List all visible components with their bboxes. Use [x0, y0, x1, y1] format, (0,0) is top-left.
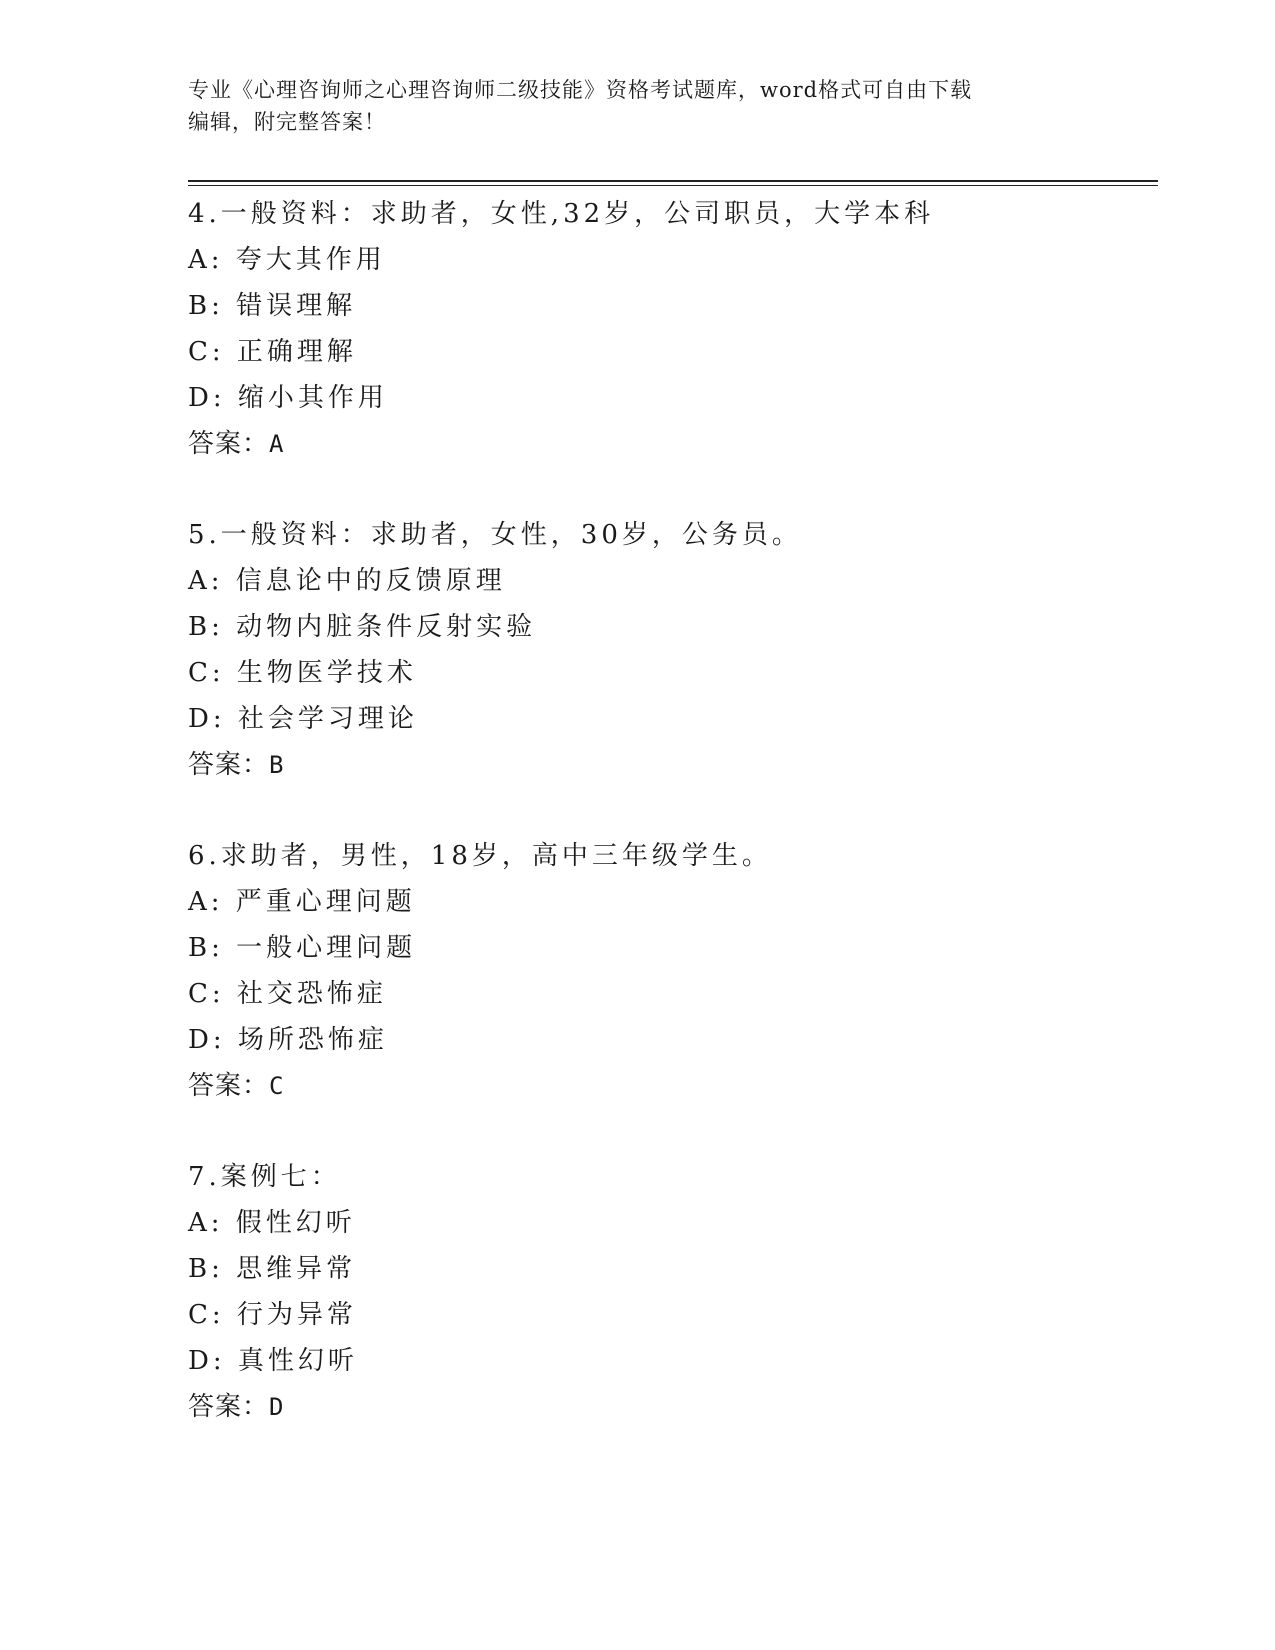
header-line-1: 专业《心理咨询师之心理咨询师二级技能》资格考试题库，word格式可自由下载	[188, 78, 973, 102]
option-a: A: 信息论中的反馈原理	[188, 566, 506, 596]
answer-value: A	[269, 430, 285, 458]
option-c: C: 生物医学技术	[188, 658, 417, 688]
answer-label: 答案：	[188, 429, 270, 459]
answer-label: 答案：	[188, 750, 270, 780]
question-list	[188, 191, 1188, 1475]
question-stem: 6.求助者，男性，18岁，高中三年级学生。	[188, 841, 772, 871]
answer-label: 答案：	[188, 1392, 270, 1422]
option-d: D: 缩小其作用	[188, 383, 388, 413]
option-a: A: 严重心理问题	[188, 887, 416, 917]
answer-value: C	[269, 1072, 285, 1100]
question-4	[188, 191, 1188, 467]
header-divider-thin	[188, 185, 1158, 186]
option-b: B: 错误理解	[188, 291, 357, 321]
option-b: B: 一般心理问题	[188, 933, 417, 963]
question-6	[188, 833, 1188, 1109]
option-b: B: 动物内脏条件反射实验	[188, 612, 537, 642]
option-d: D: 真性幻听	[188, 1346, 358, 1376]
header-line-2: 编辑，附完整答案！	[188, 110, 386, 134]
option-d: D: 场所恐怖症	[188, 1025, 388, 1055]
document-header	[188, 74, 1088, 138]
option-c: C: 正确理解	[188, 337, 357, 367]
option-a: A: 假性幻听	[188, 1208, 356, 1238]
option-c: C: 行为异常	[188, 1300, 357, 1330]
answer-line	[188, 421, 1188, 467]
question-5	[188, 512, 1188, 788]
question-stem: 7.案例七：	[188, 1162, 341, 1192]
answer-line	[188, 1384, 1188, 1430]
option-a: A: 夸大其作用	[188, 245, 386, 275]
option-d: D: 社会学习理论	[188, 704, 418, 734]
question-7	[188, 1154, 1188, 1430]
answer-value: D	[269, 1393, 285, 1421]
answer-value: B	[269, 751, 285, 779]
question-stem: 5.一般资料：求助者，女性，30岁，公务员。	[188, 520, 802, 550]
answer-line	[188, 1063, 1188, 1109]
header-divider-thick	[188, 180, 1158, 182]
answer-label: 答案：	[188, 1071, 270, 1101]
answer-line	[188, 742, 1188, 788]
option-b: B: 思维异常	[188, 1254, 357, 1284]
question-stem: 4.一般资料：求助者，女性,32岁，公司职员，大学本科	[188, 199, 935, 229]
option-c: C: 社交恐怖症	[188, 979, 387, 1009]
